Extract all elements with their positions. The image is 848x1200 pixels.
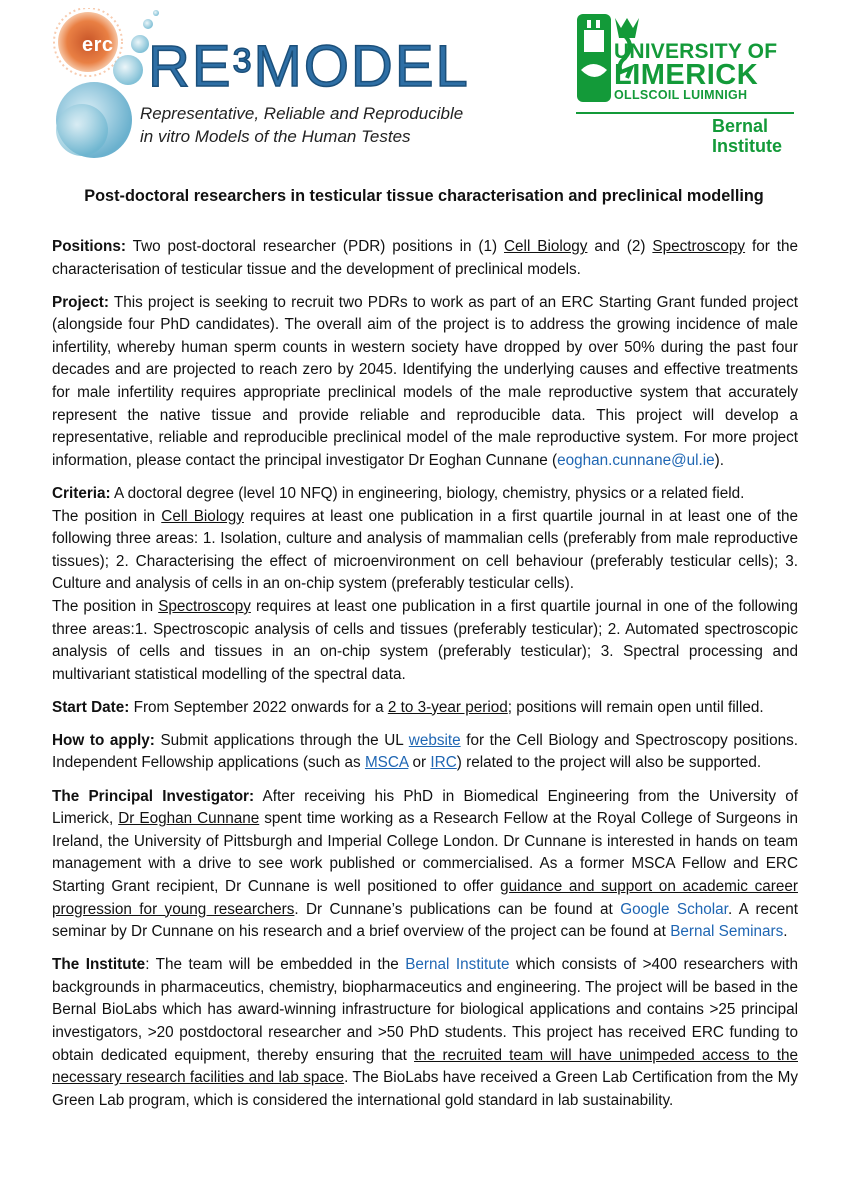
criteria-label: Criteria:	[52, 484, 111, 502]
pi-label: The Principal Investigator:	[52, 787, 255, 805]
pi-section	[52, 786, 798, 944]
project-subtitle-line1: Representative, Reliable and Reproducible	[140, 104, 464, 123]
irc-link[interactable]: IRC	[430, 754, 457, 772]
project-section	[52, 292, 798, 473]
project-name-post: MODEL	[253, 34, 470, 99]
website-link[interactable]: website	[408, 731, 461, 749]
document-body	[52, 236, 798, 1123]
erc-logo-text: erc	[82, 34, 114, 56]
project-name-pre: RE	[148, 34, 233, 99]
pi-name-link[interactable]: Dr Eoghan Cunnane	[118, 810, 260, 828]
institute-label: The Institute	[52, 956, 146, 974]
criteria-spectroscopy-ref: Spectroscopy	[158, 597, 251, 615]
institute-name-line1: Bernal	[712, 116, 769, 136]
institute-text-2: which consists of >400 researchers with backgrounds in pharmaceutics, chemistry, biopharmaceutics and engineering. The project will be based in the Bernal BioLabs which has award-winning infrastructure for biological applications and contains >25 principal investigators, >20 postdoctoral researcher and >50 PhD students. This project has received ERC funding to obtain dedicated equipment, thereby ensuring that	[52, 956, 798, 1064]
facilities-access-text: the recruited team will have unimpeded access to the necessary research facilities and lab space	[52, 1046, 798, 1087]
institute-name-line2: Institute	[712, 136, 782, 156]
criteria-cell-biology-ref: Cell Biology	[161, 507, 244, 525]
how-to-apply-label: How to apply:	[52, 731, 155, 749]
project-name-sup: 3	[232, 42, 254, 80]
guidance-link[interactable]: guidance and support on academic career progression for young researchers	[52, 877, 798, 918]
start-date-label: Start Date:	[52, 698, 130, 716]
positions-text-3: for the characterisation of testicular tissue and the development of preclinical models.	[52, 238, 799, 278]
criteria-section	[52, 483, 798, 686]
how-to-apply-text-2: for the Cell Biology and Spectroscopy positions. Independent Fellowship applications (such as	[52, 731, 798, 772]
spectroscopy-ref: Spectroscopy	[652, 238, 746, 255]
project-logo-title	[148, 34, 470, 99]
start-date-text-1: From September 2022 onwards for a	[129, 698, 388, 716]
pi-text-1: After receiving his PhD in Biomedical Engineering from the University of Limerick,	[52, 787, 798, 828]
institute-text-3: . The BioLabs have received a Green Lab Certification from the My Green Lab program, which is considered the international gold standard in lab sustainability.	[52, 1069, 798, 1109]
project-text-2: ).	[714, 451, 725, 469]
pi-text-5: .	[783, 923, 788, 941]
institute-text-1: : The team will be embedded in the	[145, 956, 406, 974]
project-subtitle-line2: in vitro Models of the Human Testes	[140, 127, 411, 146]
positions-text-1: Two post-doctoral researcher (PDR) positions in (1)	[125, 238, 504, 255]
start-date-period: 2 to 3-year period	[387, 698, 508, 716]
start-date-section	[52, 697, 798, 720]
pi-text-4: . A recent seminar by Dr Cunnane on his research and a brief overview of the project can be found at	[52, 900, 798, 941]
msca-link[interactable]: MSCA	[364, 754, 409, 772]
criteria-sp-pre: The position in	[52, 597, 159, 615]
university-name-irish: OLLSCOIL LUIMNIGH	[614, 88, 748, 102]
pi-text-3: . Dr Cunnane’s publications can be found at	[294, 900, 621, 918]
header	[0, 0, 848, 170]
positions-text-2: and (2)	[587, 238, 653, 255]
pi-text-2: spent time working as a Research Fellow at the Royal College of Surgeons in Ireland, the University of Pittsburgh and Imperial College London. Dr Cunnane is interested in hands on team management with a drive to see work published or commercialised. As a former MSCA Fellow and ERC Starting Grant recipient, Dr Cunnane is well positioned to offer	[52, 810, 798, 895]
criteria-cb-text: requires at least one publication in a first quartile journal in at least one of the following three areas: 1. Isolation, culture and analysis of mammalian cells (preferably from male reproductive tissues); 2. Characterising the effect of microenvironment on cell behaviour (preferably testicular cells); 3. Culture and analysis of cells in an on-chip system (preferably testicular cells).	[52, 507, 798, 593]
positions-section	[52, 236, 798, 281]
criteria-sp-text: requires at least one publication in a first quartile journal in one of the following three areas:1. Spectroscopic analysis of cells and tissues (preferably testicular); 2. Automated spectroscopic analysis of cells and tissues in an on-chip system (preferably testicular); 3. Spectral processing and multivariant statistical modelling of the spectral data.	[52, 597, 798, 683]
bernal-institute-link[interactable]: Bernal Institute	[405, 956, 510, 974]
institute-section	[52, 954, 798, 1112]
criteria-text-1: A doctoral degree (level 10 NFQ) in engineering, biology, chemistry, physics or a related field.	[110, 484, 745, 502]
how-to-apply-text-4: ) related to the project will also be supported.	[456, 754, 762, 772]
university-name-line2: LIMERICK	[614, 59, 759, 91]
logo-divider	[576, 112, 794, 114]
bernal-seminars-link[interactable]: Bernal Seminars	[670, 923, 784, 941]
how-to-apply-text-3: or	[408, 754, 431, 772]
pi-email-link[interactable]: eoghan.cunnane@ul.ie	[557, 451, 715, 469]
start-date-text-2: ; positions will remain open until filled.	[507, 698, 764, 716]
cell-biology-ref: Cell Biology	[504, 238, 588, 255]
google-scholar-link[interactable]: Google Scholar	[620, 900, 728, 918]
criteria-cb-pre: The position in	[52, 507, 162, 525]
how-to-apply-section	[52, 730, 798, 775]
positions-label: Positions:	[52, 238, 126, 255]
university-name-line1: UNIVERSITY OF	[614, 40, 778, 63]
how-to-apply-text-1: Submit applications through the UL	[154, 731, 409, 749]
project-text-1: This project is seeking to recruit two PDRs to work as part of an ERC Starting Grant funded project (alongside four PhD candidates). The overall aim of the project is to address the growing incidence of male infertility, whereby human sperm counts in western society have dropped by over 50% during the past four decades and are projected to reach zero by 2045. Identifying the underlying causes and effective treatments for male infertility requires appropriate preclinical models of the male reproductive system that accurately represent the native tissue and provide reliable and reproducible data. This project will develop a representative, reliable and reproducible preclinical model of the male reproductive system. For more project information, please contact the principal investigator Dr Eoghan Cunnane (	[52, 293, 798, 469]
page-title: Post-doctoral researchers in testicular tissue characterisation and preclinical modelling	[84, 187, 764, 205]
project-label: Project:	[52, 293, 109, 311]
